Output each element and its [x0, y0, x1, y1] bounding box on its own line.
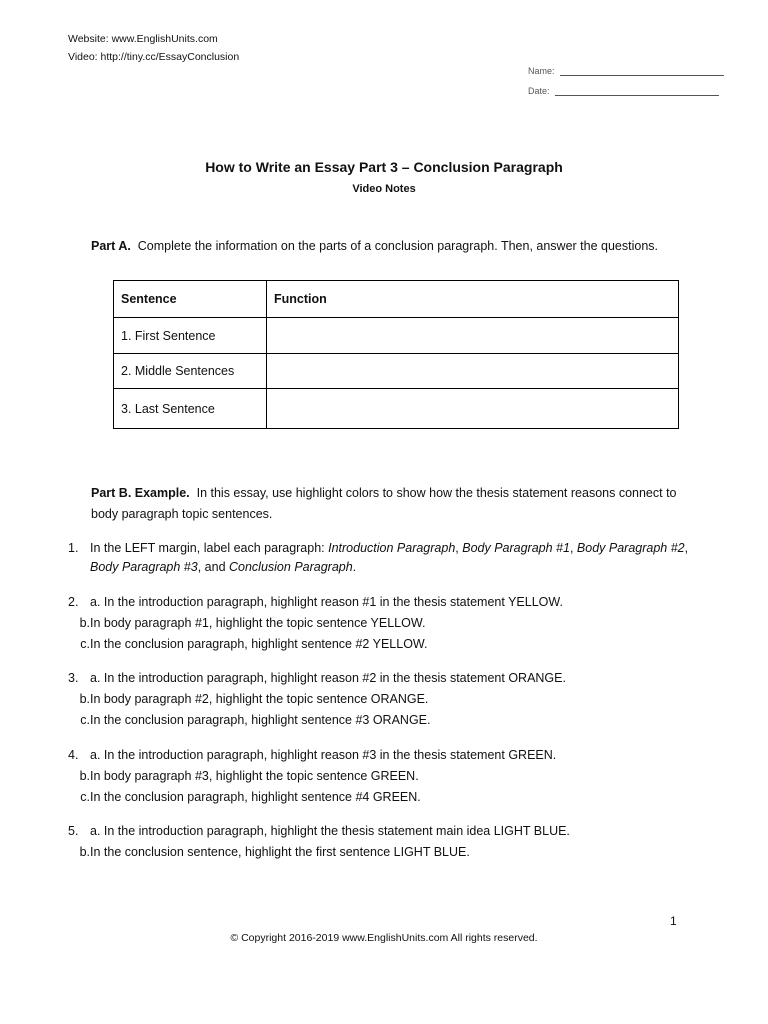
date-field[interactable]	[528, 86, 719, 96]
table-header-row	[114, 281, 679, 318]
item-letter: b.	[79, 616, 90, 630]
date-line[interactable]	[555, 86, 719, 96]
part-b-instructions	[91, 483, 681, 525]
table-row	[114, 354, 679, 389]
item-text: a. In the introduction paragraph, highlight reason #3 in the thesis statement GREEN.	[90, 748, 557, 762]
list-item	[68, 821, 708, 863]
conclusion-parts-table	[113, 280, 679, 429]
item-number: 3.	[68, 671, 79, 685]
part-a-instructions	[91, 236, 681, 257]
item-text: In the LEFT margin, label each paragraph: Introduction Paragraph, Body Paragraph #1, Body Paragraph #2, Body Paragraph #3, and Conclusion Paragraph.	[90, 541, 689, 574]
item-text: In body paragraph #2, highlight the topic sentence ORANGE.	[90, 692, 429, 706]
date-label: Date:	[528, 86, 550, 96]
item-text: a. In the introduction paragraph, highlight the thesis statement main idea LIGHT BLUE.	[90, 824, 570, 838]
item-number: 1.	[68, 541, 79, 555]
table-row	[114, 318, 679, 354]
part-b-text: In this essay, use highlight colors to show how the thesis statement reasons connect to body paragraph topic sentences.	[91, 486, 677, 521]
table-header-function: Function	[267, 281, 679, 318]
table-cell-sentence: 1. First Sentence	[114, 318, 267, 354]
video-link[interactable]: Video: http://tiny.cc/EssayConclusion	[68, 51, 240, 63]
list-item	[68, 668, 708, 731]
list-item	[68, 539, 708, 577]
item-letter: c.	[80, 637, 90, 651]
page-number: 1	[670, 914, 677, 928]
table-cell-function[interactable]	[267, 354, 679, 389]
part-a-text: Complete the information on the parts of a conclusion paragraph. Then, answer the questions.	[137, 239, 659, 253]
website-link[interactable]: Website: www.EnglishUnits.com	[68, 33, 218, 45]
item-letter: c.	[80, 713, 90, 727]
page-subtitle: Video Notes	[352, 183, 416, 195]
copyright-footer: © Copyright 2016-2019 www.EnglishUnits.com All rights reserved.	[230, 932, 538, 944]
item-letter: b.	[79, 769, 90, 783]
table-row	[114, 389, 679, 429]
list-item	[68, 592, 708, 655]
item-text: In body paragraph #3, highlight the topic sentence GREEN.	[90, 769, 419, 783]
table-header-sentence: Sentence	[114, 281, 267, 318]
part-b-label: Part B. Example.	[91, 486, 190, 500]
item-text: a. In the introduction paragraph, highlight reason #2 in the thesis statement ORANGE.	[90, 671, 566, 685]
item-text: In the conclusion paragraph, highlight sentence #4 GREEN.	[90, 790, 421, 804]
item-text: In the conclusion sentence, highlight the first sentence LIGHT BLUE.	[90, 845, 470, 859]
item-text: In body paragraph #1, highlight the topic sentence YELLOW.	[90, 616, 426, 630]
table-cell-function[interactable]	[267, 389, 679, 429]
item-text: In the conclusion paragraph, highlight sentence #3 ORANGE.	[90, 713, 431, 727]
item-letter: c.	[80, 790, 90, 804]
item-text: In the conclusion paragraph, highlight sentence #2 YELLOW.	[90, 637, 428, 651]
item-letter: b.	[79, 845, 90, 859]
item-number: 4.	[68, 748, 79, 762]
page-title: How to Write an Essay Part 3 – Conclusion Paragraph	[205, 159, 563, 175]
item-text: a. In the introduction paragraph, highlight reason #1 in the thesis statement YELLOW.	[90, 595, 563, 609]
item-number: 2.	[68, 595, 79, 609]
item-number: 5.	[68, 824, 79, 838]
name-label: Name:	[528, 66, 555, 76]
list-item	[68, 745, 708, 808]
name-field[interactable]	[528, 66, 724, 76]
table-cell-sentence: 2. Middle Sentences	[114, 354, 267, 389]
item-letter: b.	[79, 692, 90, 706]
table-cell-function[interactable]	[267, 318, 679, 354]
name-line[interactable]	[560, 66, 724, 76]
table-cell-sentence: 3. Last Sentence	[114, 389, 267, 429]
part-a-label: Part A.	[91, 239, 131, 253]
